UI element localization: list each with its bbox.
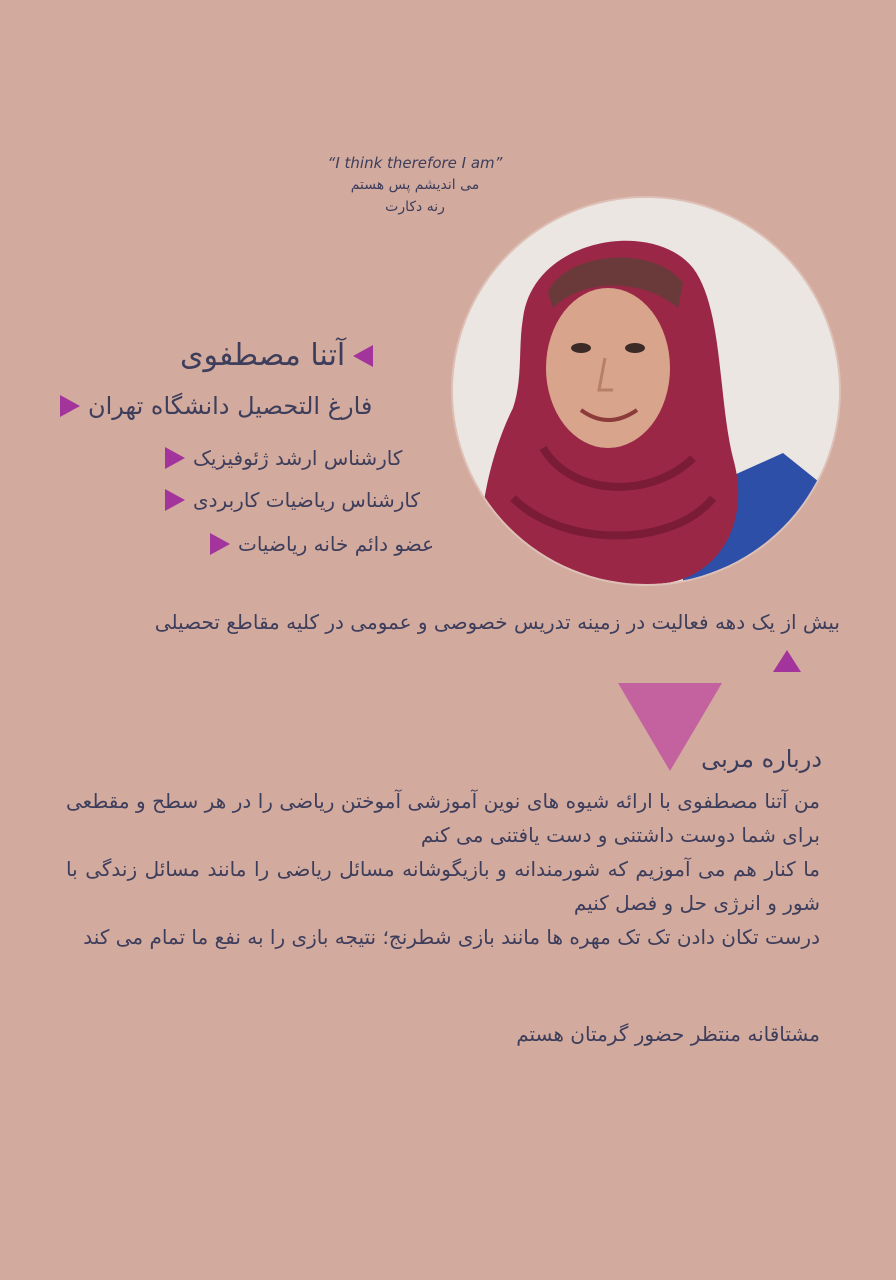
experience-text: بیش از یک دهه فعالیت در زمینه تدریس خصوصی و عمومی در کلیه مقاطع تحصیلی [154,610,840,634]
portrait-illustration [453,198,839,584]
degree-line [165,488,420,512]
quote-block [300,152,530,218]
triangle-up-icon [773,650,801,672]
about-paragraph: درست تکان دادن تک تک مهره ها مانند بازی شطرنج؛ نتیجه بازی را به نفع ما تمام می کند [83,925,820,949]
graduation-text: فارغ التحصیل دانشگاه تهران [88,392,373,420]
about-paragraph: من آتنا مصطفوی با ارائه شیوه های نوین آموزشی آموختن ریاضی را در هر سطح و مقطعی برای شما دوست داشتنی و دست یافتنی می کنم [66,789,820,847]
degree-line [210,532,434,556]
profile-photo [453,198,839,584]
quote-english: “I think therefore I am” [327,154,503,172]
about-body [66,784,820,954]
closing-text: مشتاقانه منتظر حضور گرمتان هستم [516,1022,820,1046]
bullet-triangle-icon [165,447,185,469]
degree-text: کارشناس ارشد ژئوفیزیک [193,446,403,470]
about-title: درباره مربی [701,745,822,773]
profile-name: آتنا مصطفوی [180,338,346,373]
bullet-triangle-icon [165,489,185,511]
bullet-triangle-icon [353,345,373,367]
graduation-line [60,392,372,420]
degree-text: عضو دائم خانه ریاضیات [238,532,435,556]
degree-line [165,446,402,470]
profile-name-line [180,338,373,373]
degree-text: کارشناس ریاضیات کاربردی [193,488,420,512]
about-paragraph: ما کنار هم می آموزیم که شورمندانه و بازیگوشانه مسائل ریاضی را مانند مسائل زندگی با شور و انرژی حل و فصل کنیم [66,857,820,915]
bullet-triangle-icon [60,395,80,417]
bullet-triangle-icon [210,533,230,555]
quote-author: رنه دکارت [385,199,445,215]
quote-persian: می اندیشم پس هستم [350,177,480,193]
